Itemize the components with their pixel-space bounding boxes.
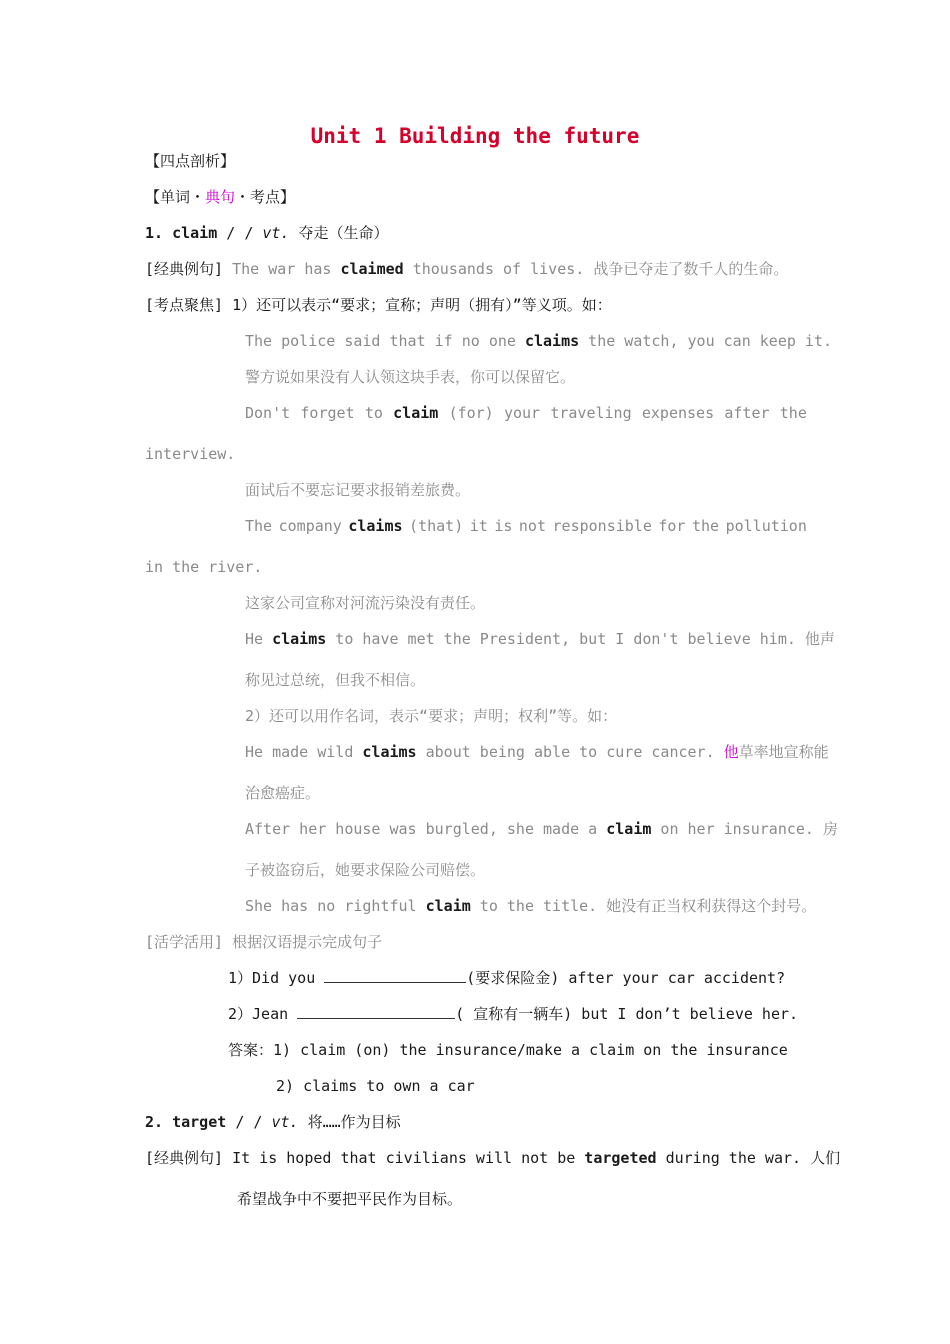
focus-point: [145, 295, 612, 315]
question-hint: (要求保险金) after your car accident?: [466, 969, 786, 987]
entry-header-target: [145, 1112, 401, 1132]
sentence-translation: 称见过总统，但我不相信。: [245, 671, 426, 689]
example-text: thousands of lives.: [403, 260, 585, 278]
practice-question-1: [228, 968, 785, 988]
entry-number: 2.: [145, 1113, 164, 1131]
answer-blank[interactable]: [324, 968, 466, 983]
sentence-keyword: claims: [348, 517, 403, 535]
heading-part: 【单词・: [145, 188, 206, 206]
example-text: It is hoped that civilians will not be: [232, 1149, 585, 1167]
page-title: Unit 1 Building the future: [310, 124, 640, 148]
sentence-keyword: claim: [393, 404, 439, 422]
example-sentence: [245, 331, 832, 351]
sentence-text: to have met the President, but I don't believe him.: [326, 630, 805, 648]
entry-header-claim: [145, 223, 389, 243]
word: it: [469, 517, 488, 535]
word: traveling: [550, 404, 632, 422]
answer-line-2: 2) claims to own a car: [276, 1077, 475, 1095]
sentence-translation: 治愈癌症。: [245, 784, 321, 802]
word: not: [518, 517, 546, 535]
highlight-char: 他: [723, 743, 739, 761]
focus-point-2: 2）还可以用作名词，表示“要求；声明；权利”等。如：: [245, 707, 618, 725]
word: forget: [300, 404, 355, 422]
example-sentence: [245, 516, 807, 536]
sentence-text: He made wild: [245, 743, 363, 761]
word: Don't: [245, 404, 291, 422]
phonetic: / /: [235, 1113, 263, 1131]
sentence-translation: 房: [822, 820, 838, 838]
sentence-text: She has no rightful: [245, 897, 426, 915]
word: is: [494, 517, 513, 535]
example-keyword: targeted: [584, 1149, 657, 1167]
sentence-translation: 她没有正当权利获得这个封号。: [606, 897, 817, 915]
sentence-continuation: interview.: [145, 445, 236, 463]
question-hint: ( 宣称有一辆车) but I don’t believe her.: [455, 1005, 799, 1023]
word: the: [779, 404, 807, 422]
subsection-heading: [145, 187, 295, 207]
sentence-translation: 子被盗窃后，她要求保险公司赔偿。: [245, 861, 486, 879]
example-keyword: claimed: [340, 260, 404, 278]
practice-question-2: [228, 1004, 798, 1024]
sentence-text: The police said that if no one: [245, 332, 525, 350]
word: company: [278, 517, 342, 535]
focus-tag: [考点聚焦]: [145, 296, 224, 314]
heading-part: ・考点】: [235, 188, 296, 206]
classic-example: [145, 259, 788, 279]
sentence-keyword: claim: [425, 897, 471, 915]
example-translation: 战争已夺走了数千人的生命。: [593, 260, 789, 278]
example-sentence: [245, 403, 807, 423]
phonetic: / /: [226, 224, 254, 242]
example-sentence: [245, 896, 816, 916]
question-text: 1）Did you: [228, 969, 325, 987]
practice-tag: [活学活用]: [145, 933, 224, 951]
sentence-text: the watch, you can keep it.: [579, 332, 833, 350]
sentence-text: He: [245, 630, 273, 648]
sentence-keyword: claim: [606, 820, 652, 838]
example-tag: [经典例句]: [145, 260, 224, 278]
meaning: 将……作为目标: [307, 1113, 401, 1131]
entry-word: claim: [172, 224, 218, 242]
example-translation: 希望战争中不要把平民作为目标。: [237, 1190, 463, 1208]
word: responsible: [552, 517, 652, 535]
section-heading: 【四点剖析】: [145, 152, 236, 170]
sentence-translation: 他声: [804, 630, 835, 648]
question-text: 2）Jean: [228, 1005, 298, 1023]
example-translation: 这家公司宣称对河流污染没有责任。: [245, 594, 486, 612]
sentence-text: After her house was burgled, she made a: [245, 820, 607, 838]
word: expenses: [641, 404, 715, 422]
word: The: [245, 517, 273, 535]
example-sentence: [245, 629, 835, 649]
sentence-text: to the title.: [470, 897, 607, 915]
answer-blank[interactable]: [297, 1004, 455, 1019]
word: (for): [448, 404, 494, 422]
example-sentence: [245, 742, 829, 762]
word: for: [658, 517, 686, 535]
word: after: [724, 404, 770, 422]
classic-example: [145, 1148, 840, 1168]
example-translation: 警方说如果没有人认领这块手表，你可以保留它。: [245, 368, 576, 386]
part-of-speech: vt.: [262, 224, 290, 242]
answer-text: 1) claim (on) the insurance/make a claim on the insurance: [273, 1041, 788, 1059]
example-text: during the war.: [656, 1149, 811, 1167]
answer-line-1: [228, 1040, 788, 1060]
focus-text: 1）还可以表示“要求；宣称；声明（拥有）”等义项。如：: [232, 296, 612, 314]
heading-highlight: 典句: [205, 188, 236, 206]
example-translation: 人们: [810, 1149, 841, 1167]
sentence-translation: 草率地宣称能: [738, 743, 829, 761]
sentence-keyword: claims: [362, 743, 417, 761]
sentence-text: about being able to cure cancer.: [416, 743, 724, 761]
word: your: [503, 404, 541, 422]
answer-label: 答案：: [228, 1041, 274, 1059]
part-of-speech: vt.: [271, 1113, 299, 1131]
word: to: [364, 404, 383, 422]
word: the: [691, 517, 720, 535]
example-text: The war has: [232, 260, 341, 278]
entry-word: target: [172, 1113, 227, 1131]
example-sentence: [245, 819, 838, 839]
sentence-text: on her insurance.: [651, 820, 823, 838]
practice-text: 根据汉语提示完成句子: [232, 933, 383, 951]
entry-number: 1.: [145, 224, 164, 242]
meaning: 夺走（生命）: [298, 224, 389, 242]
sentence-continuation: in the river.: [145, 558, 263, 576]
example-translation: 面试后不要忘记要求报销差旅费。: [245, 481, 471, 499]
word: (that): [409, 517, 464, 535]
sentence-keyword: claims: [272, 630, 327, 648]
example-tag: [经典例句]: [145, 1149, 224, 1167]
practice-heading: [145, 932, 382, 952]
sentence-keyword: claims: [524, 332, 580, 350]
word: pollution: [725, 517, 807, 535]
